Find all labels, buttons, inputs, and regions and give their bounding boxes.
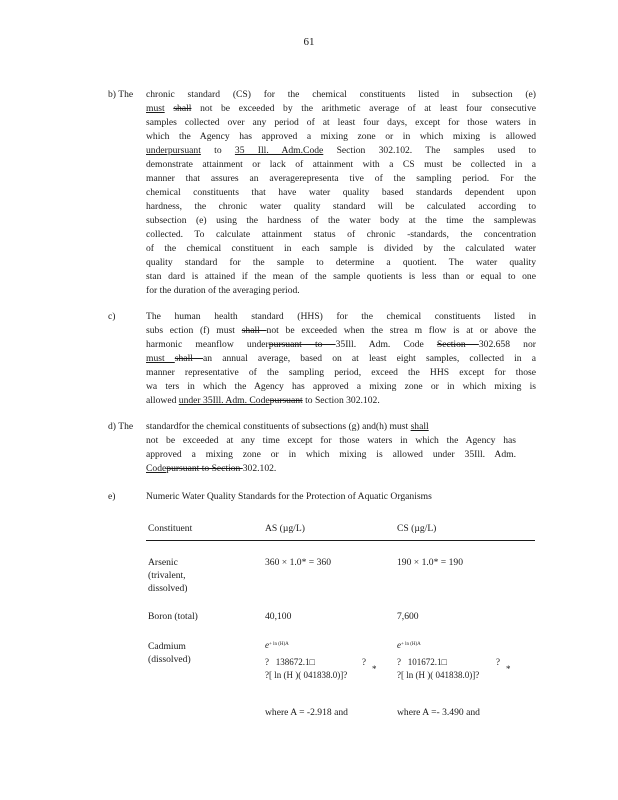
table-row-cadmium-name: Cadmium (dissolved) <box>148 641 191 665</box>
text-line: must shall not be exceeded by the arithmetic average of at least four consecutive <box>146 103 537 114</box>
text-line: not be exceeded at any time except for those waters in which the Agency has <box>146 435 516 446</box>
cadmium-as-numerator: ? 138672.1□ <box>265 657 315 667</box>
text-line: chronic standard (CS) for the chemical constituents listed in subsection (e) <box>146 89 536 100</box>
text-line: allowed under 35Ill. Adm. Codepursuant to Section 302.102. <box>146 395 380 406</box>
cadmium-as-where: where A = -2.918 and <box>265 707 348 718</box>
text-line: standardfor the chemical constituents of subsections (g) and(h) must shall <box>146 421 429 432</box>
table-row-boron-cs: 7,600 <box>397 611 419 622</box>
subsection-e-label: e) <box>108 491 116 502</box>
cadmium-cs-ln: ?[ ln (H )( 041838.0)]? <box>397 670 480 680</box>
cadmium-as-formula: $e^{+ ln (H)A}$ <box>265 640 289 650</box>
table-header-cs: CS (µg/L) <box>397 523 437 534</box>
subsection-d-label: d) The <box>108 421 134 432</box>
text-line: harmonic meanflow underpursuant to 35Ill. Adm. Code Section 302.658 nor <box>146 339 536 350</box>
table-rule <box>146 540 535 541</box>
text-line: must shall an annual average, based on at least eight samples, collected in a <box>146 353 536 364</box>
table-row-boron-name: Boron (total) <box>148 611 198 622</box>
table-row-arsenic-as: 360 × 1.0* = 360 <box>265 557 331 568</box>
cadmium-as-bracket: ? <box>362 657 366 667</box>
subsection-c-label: c) <box>108 311 116 322</box>
text-line: subs ection (f) must shall not be exceeded when the strea m flow is at or above the <box>146 325 536 336</box>
subsection-b-label: b) The <box>108 89 134 100</box>
text-line: collected. To calculate attainment status of chronic -standards, the concentration <box>146 229 536 240</box>
text-line: manner representative of the sampling period, exceed the HHS except for those <box>146 367 536 378</box>
cadmium-cs-star: * <box>506 664 511 674</box>
cadmium-as-ln: ?[ ln (H )( 041838.0)]? <box>265 670 348 680</box>
cadmium-cs-bracket: ? <box>496 657 500 667</box>
text-line: Codepursuant to Section 302.102. <box>146 463 277 474</box>
cadmium-as-star: * <box>372 664 377 674</box>
text-line: quality standard for the sample to determine a quotient. The water quality <box>146 257 536 268</box>
text-line: samples collected over any period of at least four days, except for those waters in <box>146 117 536 128</box>
table-row-boron-as: 40,100 <box>265 611 292 622</box>
text-line: underpursuant to 35 Ill. Adm.Code Section 302.102. The samples used to <box>146 145 536 156</box>
text-line: hardness, the chronic water quality standard will be calculated according to <box>146 201 536 212</box>
table-header-constituent: Constituent <box>148 523 193 534</box>
text-line: approved a mixing zone or in which mixing is allowed under 35Ill. Adm. <box>146 449 516 460</box>
subsection-d-text <box>146 420 516 476</box>
text-line: chemical constituents that have water quality based standards dependent upon <box>146 187 536 198</box>
cadmium-cs-formula: $e^{+ ln (H)A}$ <box>397 640 421 650</box>
text-line: subsection (e) using the hardness of the water body at the time the samplewas <box>146 215 536 226</box>
cadmium-cs-where: where A =- 3.490 and <box>397 707 480 718</box>
subsection-e-heading: Numeric Water Quality Standards for the Protection of Aquatic Organisms <box>146 491 432 502</box>
text-line: of the chemical constituent in each sample is divided by the calculated water <box>146 243 536 254</box>
text-line: for the duration of the averaging period. <box>146 285 300 296</box>
table-row-arsenic-cs: 190 × 1.0* = 190 <box>397 557 463 568</box>
text-line: wa ters in which the Agency has approved a mixing zone or in which mixing is <box>146 381 536 392</box>
text-line: demonstrate attainment or lack of attainment with a CS must be collected in a <box>146 159 536 170</box>
text-line: which the Agency has approved a mixing zone or in which mixing is allowed <box>146 131 536 142</box>
text-line: manner that assures an averagerepresenta tive of the sampling period. For the <box>146 173 536 184</box>
table-row-arsenic-name: Arsenic (trivalent, dissolved) <box>148 557 188 594</box>
subsection-c-text <box>146 310 536 408</box>
subsection-b-text <box>146 88 536 298</box>
table-header-as: AS (µg/L) <box>265 523 305 534</box>
page-number: 61 <box>303 36 315 48</box>
cadmium-cs-numerator: ? 101672.1□ <box>397 657 447 667</box>
text-line: The human health standard (HHS) for the chemical constituents listed in <box>146 311 536 322</box>
text-line: stan dard is attained if the mean of the sample quotients is less than or equal to one <box>146 271 536 282</box>
